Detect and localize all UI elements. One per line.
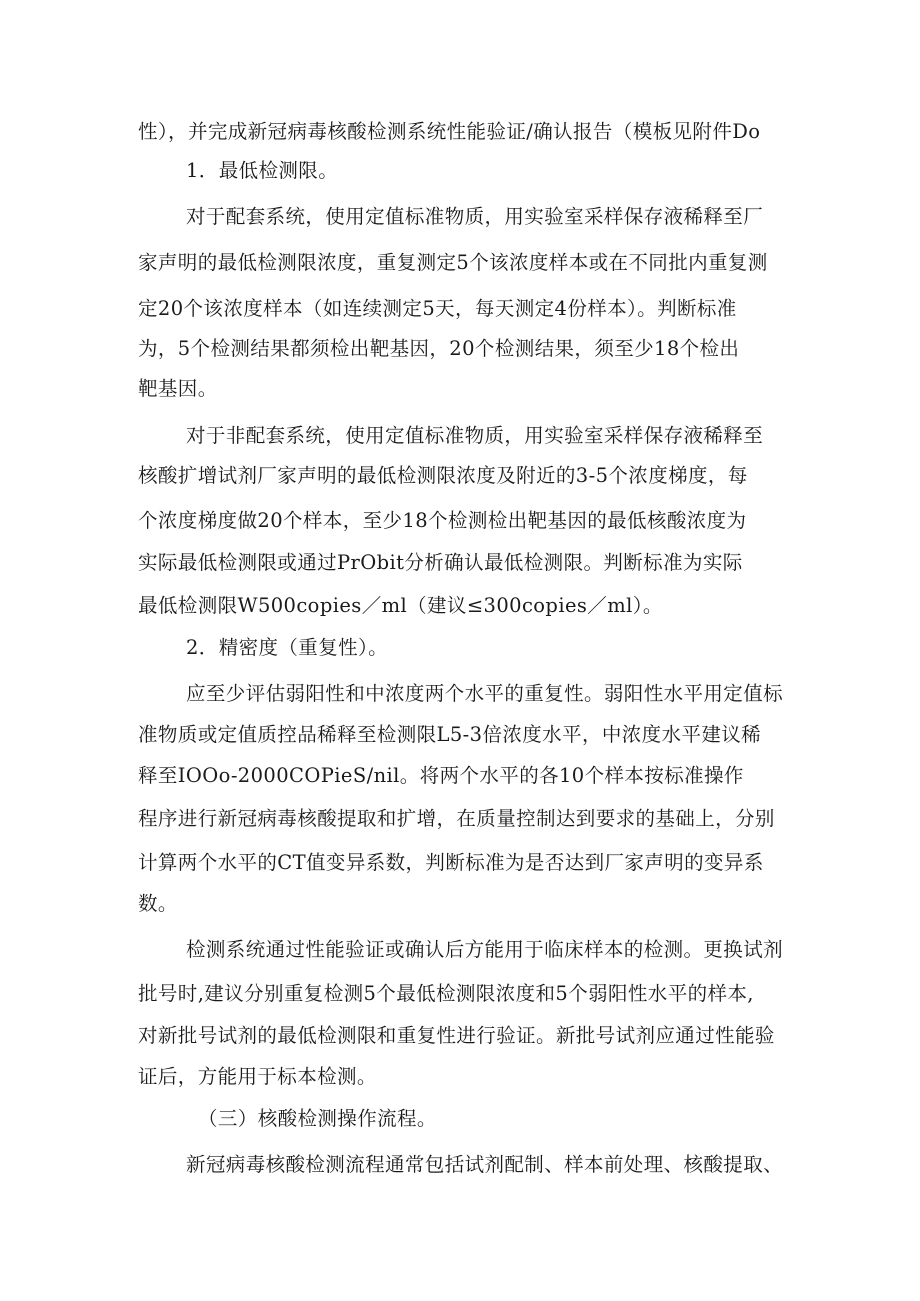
text-line: 家声明的最低检测限浓度，重复测定5个该浓度样本或在不同批内重复测 [138,251,768,274]
section-heading: 2．精密度（重复性）。 [186,636,389,659]
text-line: 核酸扩增试剂厂家声明的最低检测限浓度及附近的3-5个浓度梯度，每 [138,464,748,487]
section-heading: 1．最低检测限。 [186,159,339,182]
text-line: 释至IOOo-2000COPieS/nil。将两个水平的各10个样本按标准操作 [138,764,744,787]
text-line: 批号时,建议分别重复检测5个最低检测限浓度和5个弱阳性水平的样本, [138,982,754,1005]
text-line: 程序进行新冠病毒核酸提取和扩增，在质量控制达到要求的基础上，分别 [138,807,775,830]
text-line: 最低检测限W500copies／ml（建议≤300copies／ml）。 [138,594,663,617]
text-line: 为，5个检测结果都须检出靶基因，20个检测结果，须至少18个检出 [138,337,740,360]
text-line: 准物质或定值质控品稀释至检测限L5-3倍浓度水平，中浓度水平建议稀 [138,723,762,746]
text-line: 对于非配套系统，使用定值标准物质，用实验室采样保存液稀释至 [186,424,764,447]
text-line: 应至少评估弱阳性和中浓度两个水平的重复性。弱阳性水平用定值标 [186,682,784,705]
text-line: 数。 [138,892,178,915]
section-heading: （三）核酸检测操作流程。 [198,1107,437,1130]
text-line: 对新批号试剂的最低检测限和重复性进行验证。新批号试剂应通过性能验 [138,1024,775,1047]
text-line: 对于配套系统，使用定值标准物质，用实验室采样保存液稀释至厂 [186,205,764,228]
text-line: 性），并完成新冠病毒核酸检测系统性能验证/确认报告（模板见附件Do [138,120,761,143]
text-line: 检测系统通过性能验证或确认后方能用于临床样本的检测。更换试剂 [186,938,784,961]
text-line: 个浓度梯度做20个样本，至少18个检测检出靶基因的最低核酸浓度为 [138,509,747,532]
text-line: 定20个该浓度样本（如连续测定5天，每天测定4份样本）。判断标准 [138,297,737,320]
text-line: 实际最低检测限或通过PrObit分析确认最低检测限。判断标准为实际 [138,551,743,574]
text-line: 计算两个水平的CT值变异系数，判断标准为是否达到厂家声明的变异系 [138,851,764,874]
text-line: 靶基因。 [138,377,218,400]
text-line: 新冠病毒核酸检测流程通常包括试剂配制、样本前处理、核酸提取、 [186,1153,784,1176]
text-line: 证后，方能用于标本检测。 [138,1065,377,1088]
